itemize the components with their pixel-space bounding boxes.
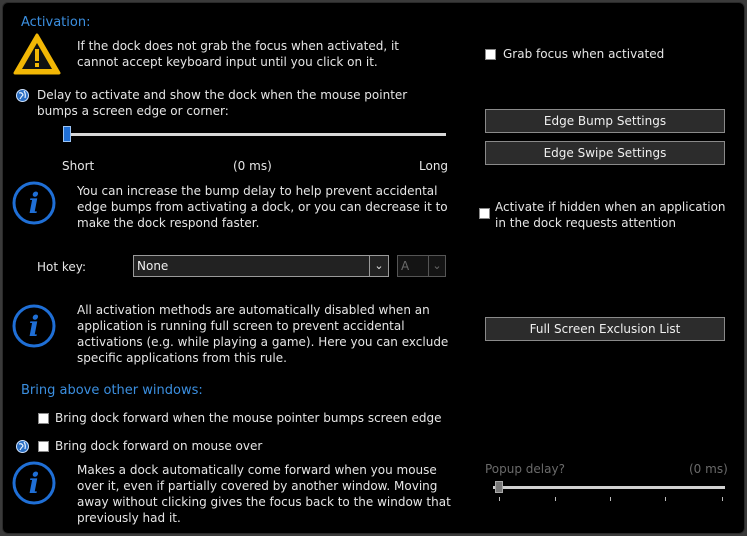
fullscreen-info-text: All activation methods are automatically disabled when an application is running full screen to prevent accidental activations (e.g. while playing a game). Here you can exclude specific applications from this rule. bbox=[77, 303, 449, 365]
slider-thumb[interactable] bbox=[63, 126, 71, 142]
edge-swipe-settings-button[interactable]: Edge Swipe Settings bbox=[485, 141, 725, 165]
slider-tick bbox=[555, 497, 556, 501]
hotkey-value: None bbox=[137, 259, 169, 273]
svg-text:i: i bbox=[28, 467, 40, 500]
grab-focus-label: Grab focus when activated bbox=[503, 47, 665, 61]
warning-icon bbox=[13, 32, 61, 76]
activate-if-hidden-checkbox[interactable] bbox=[479, 208, 490, 219]
slider-thumb[interactable] bbox=[495, 481, 503, 493]
slider-tick bbox=[610, 497, 611, 501]
hotkey-key-value: A bbox=[401, 259, 410, 273]
globe-icon bbox=[16, 89, 29, 102]
slider-tick bbox=[665, 497, 666, 501]
globe-icon bbox=[16, 440, 29, 453]
popup-delay-value: (0 ms) bbox=[689, 462, 728, 476]
settings-panel bbox=[2, 2, 745, 534]
mouse-over-label: Bring dock forward on mouse over bbox=[55, 439, 263, 453]
slider-track bbox=[63, 133, 446, 136]
chevron-down-icon[interactable]: ⌄ bbox=[428, 256, 445, 276]
bump-forward-label: Bring dock forward when the mouse pointer bumps screen edge bbox=[55, 411, 442, 425]
activate-if-hidden-label: Activate if hidden when an application in the dock requests attention bbox=[495, 200, 726, 230]
info-icon bbox=[12, 461, 56, 505]
bring-above-heading: Bring above other windows: bbox=[21, 383, 203, 398]
slider-tick bbox=[722, 497, 723, 501]
hotkey-key-dropdown[interactable] bbox=[397, 255, 446, 277]
slider-value-label: (0 ms) bbox=[233, 159, 272, 173]
grab-focus-checkbox[interactable] bbox=[485, 49, 496, 60]
popup-delay-label: Popup delay? bbox=[485, 462, 565, 476]
slider-track bbox=[493, 486, 725, 489]
svg-text:i: i bbox=[28, 310, 40, 343]
hotkey-label: Hot key: bbox=[37, 260, 87, 274]
popup-delay-slider[interactable] bbox=[493, 479, 725, 503]
info-icon bbox=[12, 304, 56, 348]
mouse-over-checkbox[interactable] bbox=[38, 441, 49, 452]
slider-max-label: Long bbox=[419, 159, 449, 173]
activation-heading: Activation: bbox=[21, 15, 91, 30]
hotkey-dropdown[interactable] bbox=[133, 255, 389, 277]
mouse-over-info-text: Makes a dock automatically come forward when you mouse over it, even if partially covered by another window. Moving away without clicking gives the focus back to the window that previously had it. bbox=[77, 463, 451, 525]
info-icon bbox=[12, 181, 56, 225]
bump-info-text: You can increase the bump delay to help prevent accidental edge bumps from activating a dock, or you can decrease it to make the dock respond faster. bbox=[77, 184, 448, 230]
bump-forward-checkbox[interactable] bbox=[38, 413, 49, 424]
warning-text: If the dock does not grab the focus when activated, it cannot accept keyboard input until you click on it. bbox=[77, 39, 400, 69]
edge-bump-settings-button[interactable]: Edge Bump Settings bbox=[485, 109, 725, 133]
slider-min-label: Short bbox=[62, 159, 95, 173]
delay-slider[interactable] bbox=[63, 124, 446, 144]
chevron-down-icon[interactable]: ⌄ bbox=[369, 256, 388, 276]
full-screen-exclusion-list-button[interactable]: Full Screen Exclusion List bbox=[485, 317, 725, 341]
svg-text:i: i bbox=[28, 187, 40, 220]
slider-tick bbox=[499, 497, 500, 501]
delay-label: Delay to activate and show the dock when the mouse pointer bumps a screen edge or corner: bbox=[37, 88, 408, 118]
